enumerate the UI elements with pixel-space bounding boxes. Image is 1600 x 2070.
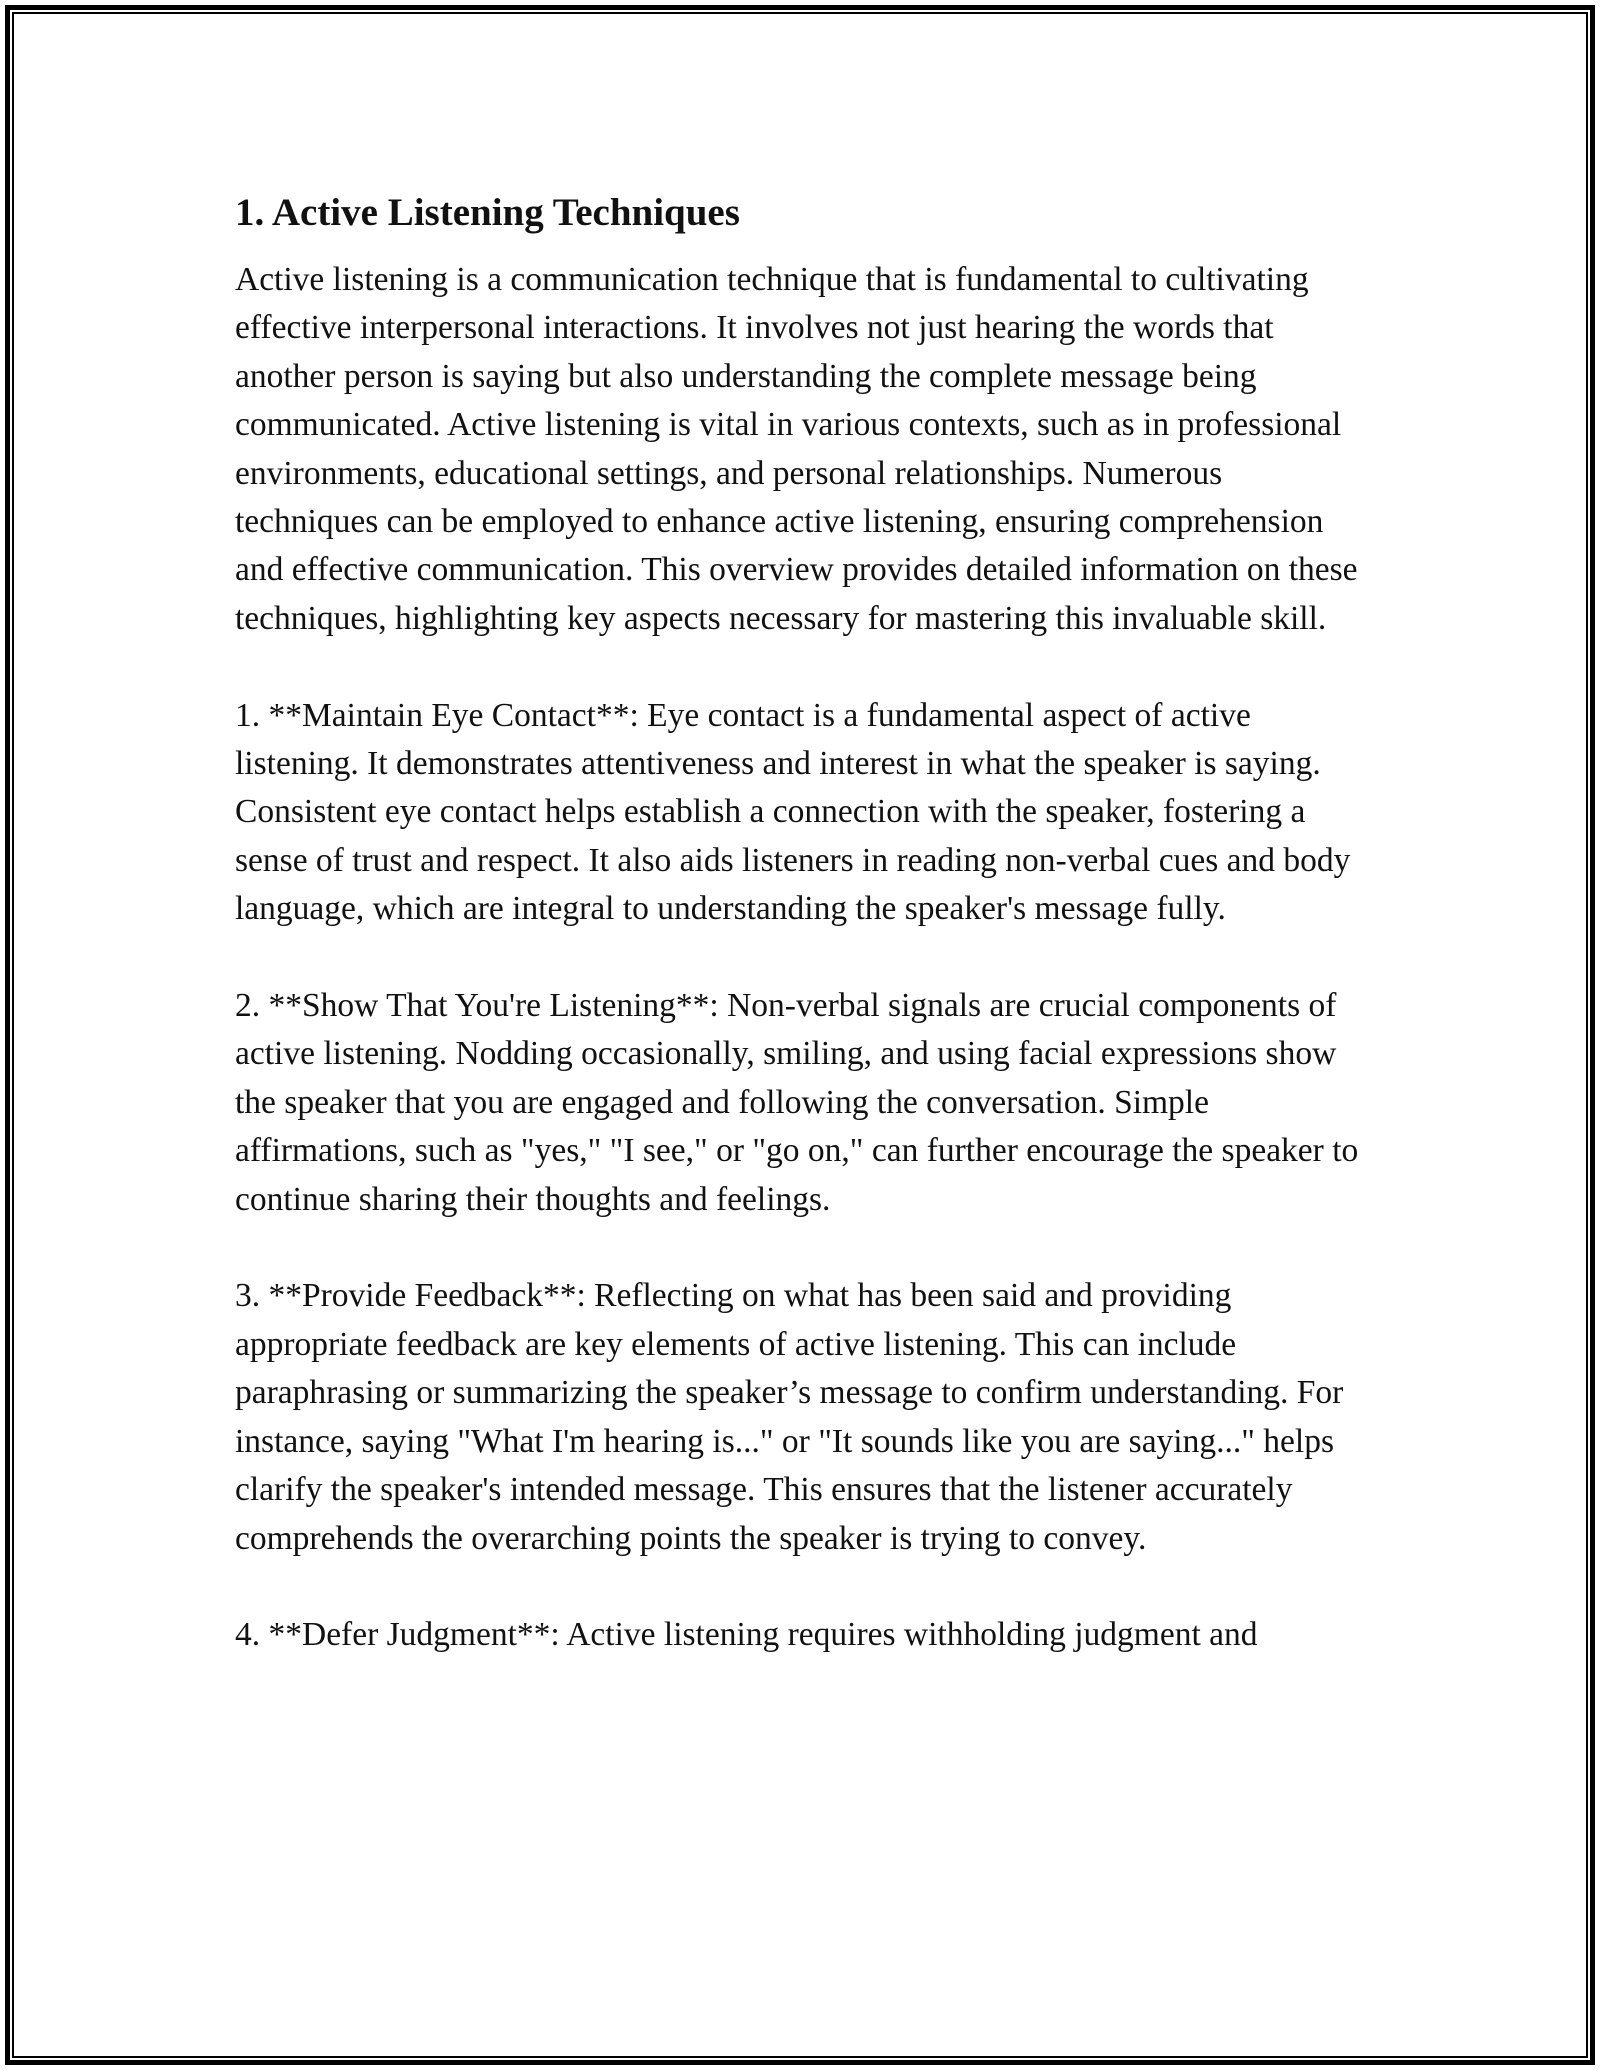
technique-show-listening-paragraph: 2. **Show That You're Listening**: Non-verbal signals are crucial components of active listening. Nodding occasionally, smiling, and using facial expressions show the speaker that you are engaged and following the conversation. Simple affirmations, such as "yes," "I see," or "go on," can further encourage the speaker to continue sharing their thoughts and feelings. bbox=[235, 987, 1359, 1218]
technique-provide-feedback-paragraph: 3. **Provide Feedback**: Reflecting on what has been said and providing appropriate feedback are key elements of active listening. This can include paraphrasing or summarizing the speaker’s message to confirm understanding. For instance, saying "What I'm hearing is..." or "It sounds like you are saying..." helps clarify the speaker's intended message. This ensures that the listener accurately comprehends the overarching points the speaker is trying to convey. bbox=[235, 1277, 1344, 1557]
technique-defer-judgment-paragraph: 4. **Defer Judgment**: Active listening requires withholding judgment and bbox=[235, 1616, 1258, 1654]
technique-eye-contact-paragraph: 1. **Maintain Eye Contact**: Eye contact is a fundamental aspect of active listening. It demonstrates attentiveness and interest in what the speaker is saying. Consistent eye contact helps establish a connection with the speaker, fostering a sense of trust and respect. It also aids listeners in reading non-verbal cues and body language, which are integral to understanding the speaker's message fully. bbox=[235, 696, 1351, 928]
section-heading: 1. Active Listening Techniques bbox=[235, 191, 740, 234]
intro-paragraph: Active listening is a communication technique that is fundamental to cultivating effective interpersonal interactions. It involves not just hearing the words that another person is saying but also understanding the complete message being communicated. Active listening is vital in various contexts, such as in professional environments, educational settings, and personal relationships. Numerous techniques can be employed to enhance active listening, ensuring comprehension and effective communication. This overview provides detailed information on these techniques, highlighting key aspects necessary for mastering this invaluable skill. bbox=[235, 261, 1358, 637]
document-body bbox=[235, 184, 1370, 1660]
